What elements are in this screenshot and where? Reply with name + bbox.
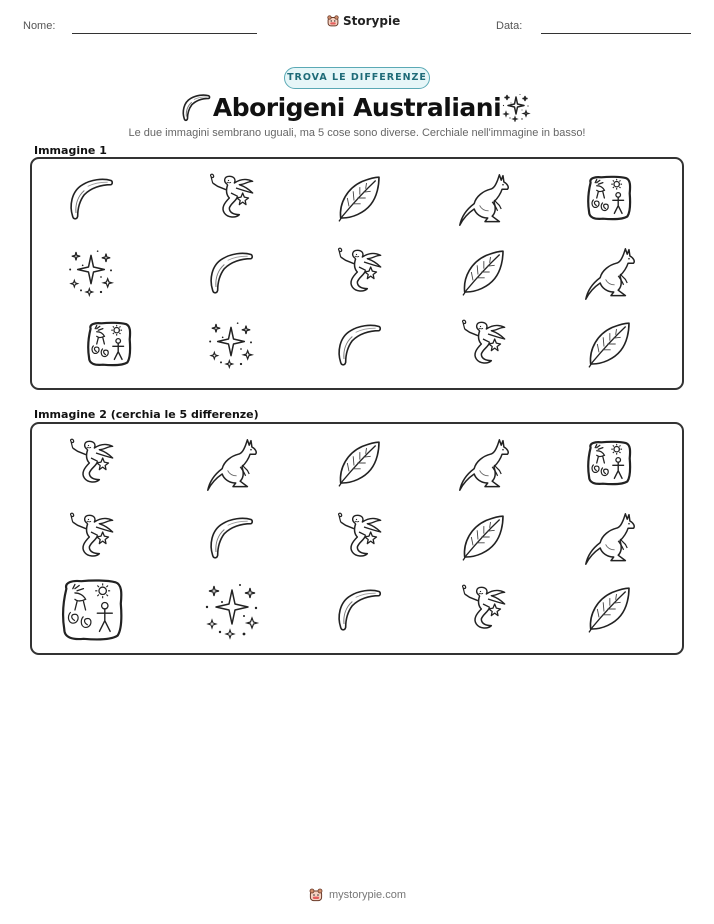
activity-badge: TROVA LE DIFFERENZE xyxy=(284,67,430,89)
rock-art-icon[interactable] xyxy=(586,440,632,486)
brand xyxy=(326,13,400,29)
boomerang-icon[interactable] xyxy=(334,584,384,634)
instructions: Le due immagini sembrano uguali, ma 5 cose sono diverse. Cerchiale nell'immagine in basso! xyxy=(128,127,586,139)
boomerang-icon xyxy=(206,247,256,297)
rock-art-icon xyxy=(586,175,632,221)
footer-site: mystorypie.com xyxy=(328,889,407,901)
spirit-figure-icon[interactable] xyxy=(334,512,384,562)
spirit-figure-icon[interactable] xyxy=(66,512,116,562)
kangaroo-icon xyxy=(458,173,512,227)
spirit-figure-icon xyxy=(206,173,256,223)
footer xyxy=(0,886,714,904)
leaf-icon xyxy=(584,319,634,369)
spirit-figure-icon[interactable] xyxy=(66,438,116,488)
boomerang-icon xyxy=(334,319,384,369)
date-label: Data: xyxy=(496,20,523,32)
kangaroo-icon[interactable] xyxy=(458,438,512,492)
kangaroo-icon xyxy=(584,247,638,301)
image2-panel[interactable] xyxy=(30,422,684,655)
kangaroo-icon[interactable] xyxy=(206,438,260,492)
leaf-icon[interactable] xyxy=(458,512,508,562)
spirit-figure-icon xyxy=(334,247,384,297)
boomerang-icon xyxy=(66,173,116,223)
boomerang-icon[interactable] xyxy=(206,512,256,562)
stars-icon xyxy=(206,319,256,369)
image1-label: Immagine 1 xyxy=(34,144,107,157)
name-label: Nome: xyxy=(23,20,56,32)
rock-art-icon[interactable] xyxy=(60,578,124,642)
spirit-figure-icon[interactable] xyxy=(458,584,508,634)
leaf-icon[interactable] xyxy=(334,438,384,488)
leaf-icon[interactable] xyxy=(584,584,634,634)
image1-panel xyxy=(30,157,684,390)
spirit-figure-icon xyxy=(458,319,508,369)
name-line[interactable] xyxy=(72,33,257,34)
stars-icon[interactable] xyxy=(202,580,262,640)
image2-label: Immagine 2 (cerchia le 5 differenze) xyxy=(34,408,259,421)
storypie-logo-icon xyxy=(326,13,340,29)
storypie-logo-icon xyxy=(308,886,324,904)
date-line[interactable] xyxy=(541,33,691,34)
kangaroo-icon[interactable] xyxy=(584,512,638,566)
stars-icon xyxy=(501,92,531,122)
stars-icon xyxy=(66,247,116,297)
rock-art-icon xyxy=(86,321,132,367)
leaf-icon xyxy=(334,173,384,223)
page-title: Aborigeni Australiani xyxy=(212,93,502,122)
leaf-icon xyxy=(458,247,508,297)
brand-name: Storypie xyxy=(343,14,401,28)
